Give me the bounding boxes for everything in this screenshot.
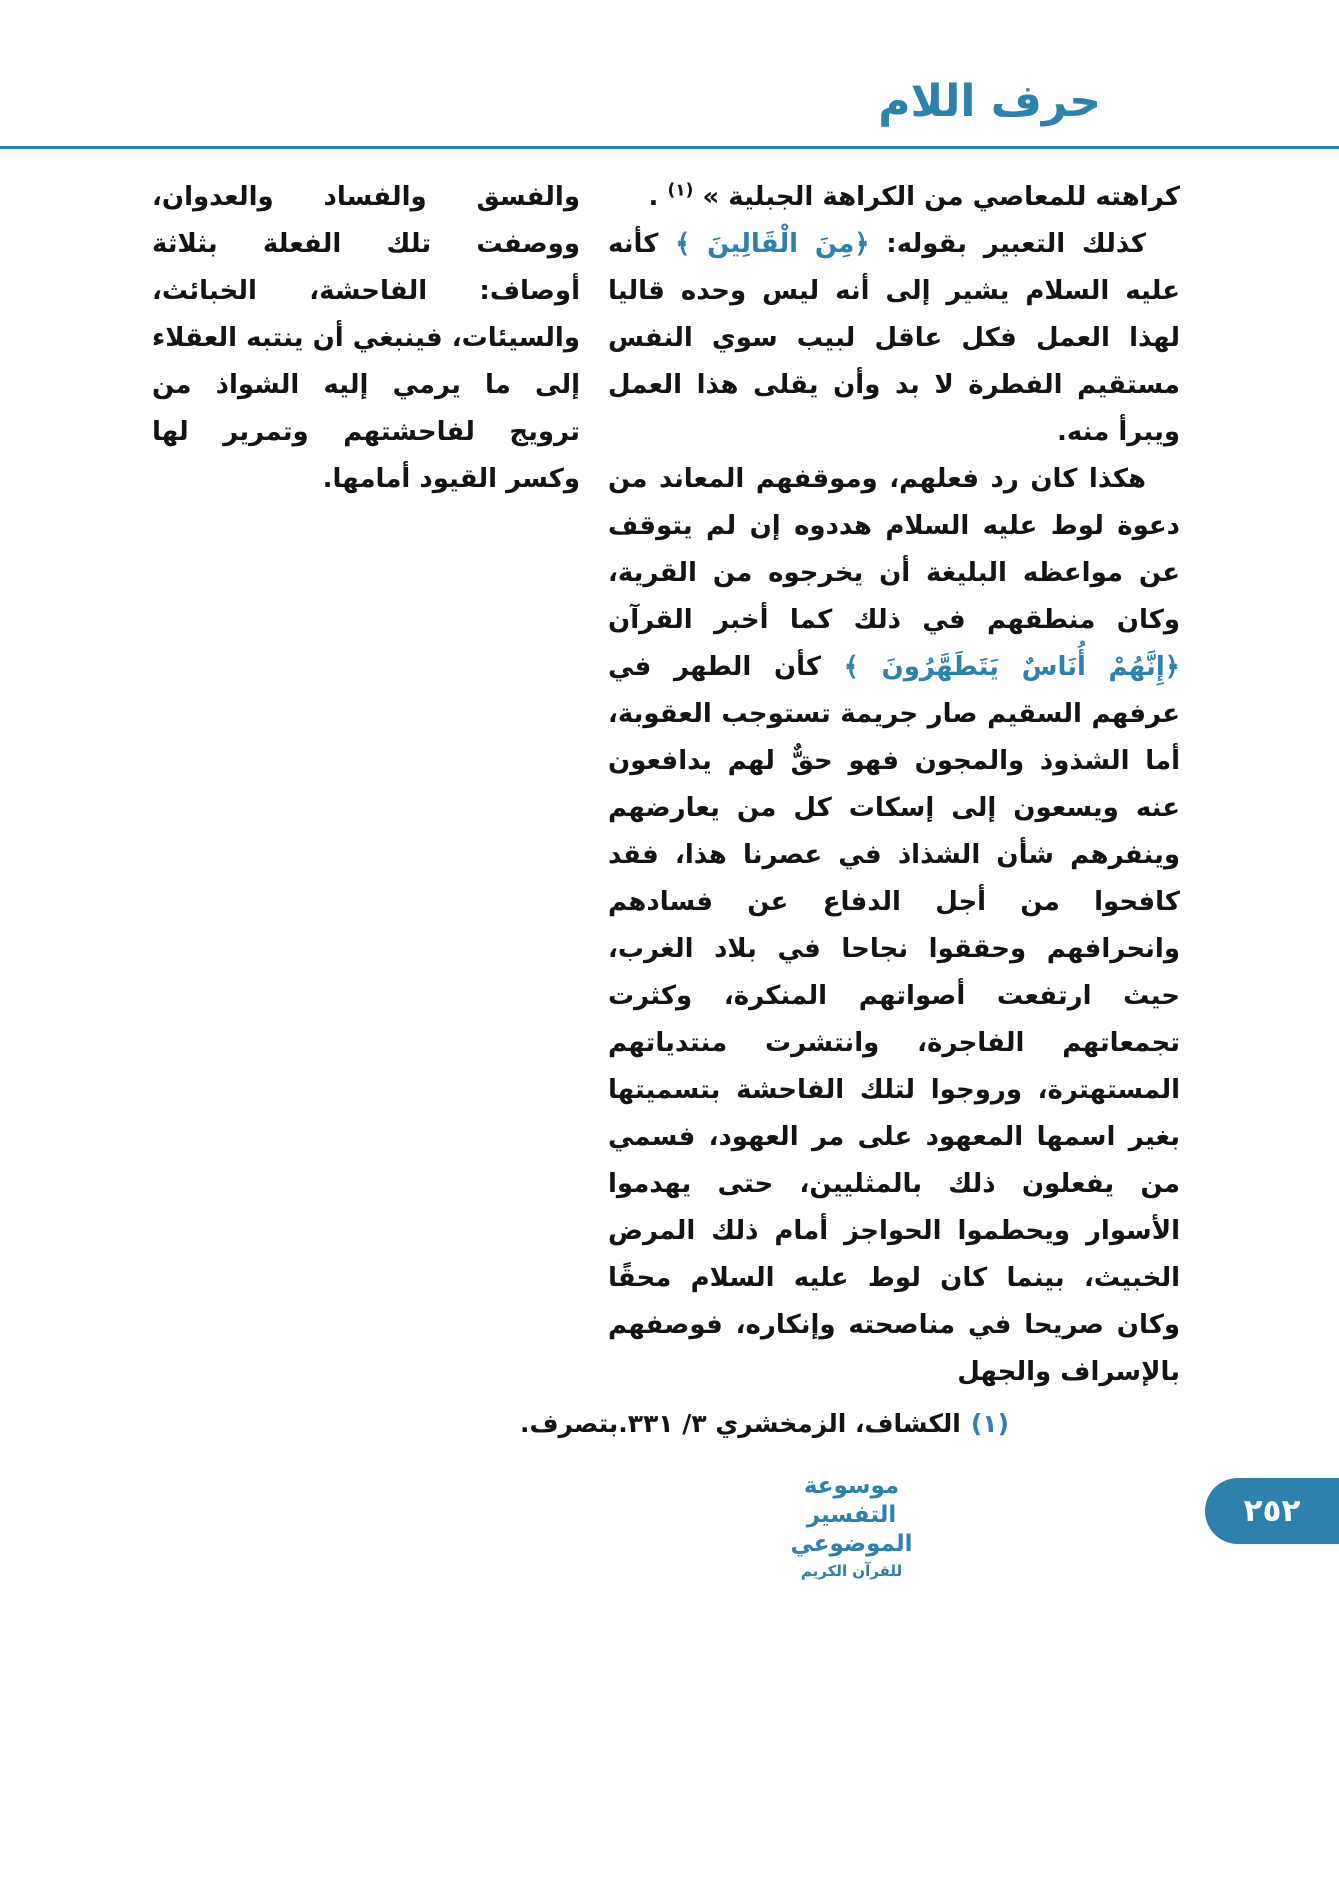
chapter-heading: حرف اللام	[878, 76, 1101, 127]
paragraph	[608, 456, 1180, 1396]
paragraph-text: كذلك التعبير بقوله:	[869, 229, 1146, 259]
paragraph	[608, 221, 1180, 456]
text-columns	[152, 174, 1180, 1396]
page-number-badge	[1205, 1478, 1339, 1544]
header-rule	[0, 146, 1339, 149]
paragraph-text: كراهته للمعاصي من الكراهة الجبلية »	[693, 182, 1180, 212]
paragraph: والفسق والفساد والعدوان، ووصفت تلك الفعلة بثلاثة أوصاف: الفاحشة، الخبائث، والسيئات، فينبغي أن ينتبه العقلاء إلى ما يرمي إليه الشواذ من ترويج لفاحشتهم وتمرير لها وكسر القيود أمامها.	[152, 182, 580, 494]
paragraph-text: هكذا كان رد فعلهم، وموقفهم المعاند من دعوة لوط عليه السلام هددوه إن لم يتوقف عن مواعظه البليغة أن يخرجوه من القرية، وكان منطقهم في ذلك كما أخبر القرآن	[608, 464, 1180, 635]
publisher-logo	[759, 1472, 944, 1581]
column-right	[608, 174, 1180, 1396]
quran-quote: ﴿مِنَ الْقَالِينَ ﴾	[675, 229, 870, 259]
footnote-ref: (١)	[667, 180, 694, 201]
paragraph	[608, 174, 1180, 221]
page-number: ٢٥٢	[1243, 1493, 1301, 1529]
quran-quote: ﴿إِنَّهُمْ أُنَاسٌ يَتَطَهَّرُونَ ﴾	[843, 652, 1180, 682]
publisher-logo-subtitle: للقرآن الكريم	[800, 1562, 903, 1581]
paragraph-text: كأنه عليه السلام يشير إلى أنه ليس وحده قاليا لهذا العمل فكل عاقل لبيب سوي النفس مستقيم الفطرة لا بد وأن يقلى هذا العمل ويبرأ منه.	[608, 229, 1180, 447]
footnote-marker: (١)	[970, 1409, 1009, 1438]
column-left	[152, 174, 580, 1396]
paragraph-text: كأن الطهر في عرفهم السقيم صار جريمة تستوجب العقوبة، أما الشذوذ والمجون فهو حقٌّ لهم يدافعون عنه ويسعون إلى إسكات كل من يعارضهم وينفرهم شأن الشذاذ في عصرنا هذا، فقد كافحوا من أجل الدفاع عن فسادهم وانحرافهم وحققوا نجاحا في بلاد الغرب، حيث ارتفعت أصواتهم المنكرة، وكثرت تجمعاتهم الفاجرة، وانتشرت منتدياتهم المستهترة، وروجوا لتلك الفاحشة بتسميتها بغير اسمها المعهود على مر العهود، فسمي من يفعلون ذلك بالمثليين، حتى يهدموا الأسوار ويحطموا الحواجز أمام ذلك المرض الخبيث، بينما كان لوط عليه السلام محقًا وكان صريحا في مناصحته وإنكاره، فوصفهم بالإسراف والجهل	[608, 652, 1180, 1387]
paragraph-text: .	[648, 182, 668, 212]
footnote	[520, 1404, 1009, 1444]
footnote-text: الكشاف، الزمخشري ٣/ ٣٣١.بتصرف.	[519, 1409, 961, 1438]
publisher-logo-title: موسوعة التفسير الموضوعي	[790, 1473, 913, 1557]
